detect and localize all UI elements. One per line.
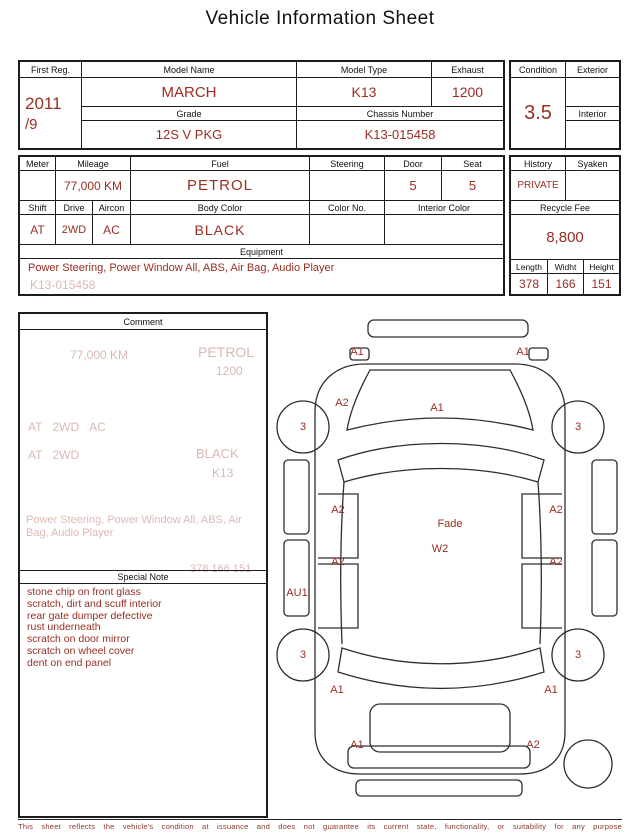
ghost-row-2: AT 2WD	[28, 448, 80, 462]
ghost-dims: 378 166 151	[190, 563, 252, 575]
syaken-label: Syaken	[566, 157, 619, 171]
drive-value: 2WD	[56, 215, 93, 245]
shift-label: Shift	[20, 201, 56, 215]
special-note-item: rear gate dumper defective	[27, 609, 153, 622]
model-type-label: Model Type	[297, 62, 432, 78]
syaken-value	[566, 171, 619, 201]
damage-mark: A1	[330, 684, 344, 696]
door-value: 5	[385, 171, 442, 201]
steering-value	[310, 171, 385, 201]
special-note-item: scratch, dirt and scuff interior	[27, 597, 162, 610]
aircon-value: AC	[93, 215, 131, 245]
history-value: PRIVATE	[511, 171, 566, 201]
meter-value	[20, 171, 56, 201]
height-value: 151	[591, 277, 612, 291]
damage-mark: W2	[431, 543, 449, 555]
interior-color-value	[385, 215, 503, 245]
ghost-fuel: PETROL	[198, 344, 255, 360]
interior-value	[566, 121, 619, 148]
condition-value: 3.5	[511, 78, 566, 148]
width-label: Widht	[548, 260, 584, 274]
interior-label: Interior	[566, 107, 619, 121]
damage-mark: A1	[350, 346, 364, 358]
interior-color-label: Interior Color	[385, 201, 503, 215]
comment-header: Comment	[20, 314, 266, 330]
damage-mark: AU1	[286, 587, 308, 599]
meter-label: Meter	[20, 157, 56, 171]
aircon-label: Aircon	[93, 201, 131, 215]
special-note-item: rust underneath	[27, 621, 101, 634]
shift-value: AT	[20, 215, 56, 245]
recycle-fee-label: Recycle Fee	[511, 201, 619, 215]
equipment-label: Equipment	[20, 245, 503, 259]
exterior-value	[566, 78, 619, 107]
damage-mark: A1	[350, 739, 364, 751]
mileage-value: 77,000 KM	[56, 171, 131, 201]
ghost-exhaust: 1200	[216, 364, 243, 378]
ghost-body-color: BLACK	[196, 446, 239, 461]
damage-mark: A1	[430, 402, 444, 414]
height-label: Height	[584, 260, 619, 274]
model-type-value: K13	[297, 78, 432, 107]
color-no-value	[310, 215, 385, 245]
damage-mark: A2	[549, 504, 563, 516]
identity-table	[18, 60, 505, 150]
color-no-label: Color No.	[310, 201, 385, 215]
length-value: 378	[511, 274, 548, 294]
footer-disclaimer: This sheet reflects the vehicle's condition at issuance and does not guarantee its current state, functionality, or suitability for any purpose	[18, 819, 622, 831]
first-reg-month: /9	[25, 115, 38, 133]
fuel-value: PETROL	[131, 171, 310, 201]
chassis-label: Chassis Number	[297, 107, 503, 121]
comment-box	[18, 312, 268, 818]
condition-table	[509, 60, 621, 150]
damage-mark: A1	[544, 684, 558, 696]
seat-label: Seat	[442, 157, 503, 171]
first-reg-year: 2011	[25, 93, 62, 113]
door-label: Door	[385, 157, 442, 171]
damage-mark: A2	[549, 556, 563, 568]
mileage-label: Mileage	[56, 157, 131, 171]
diagram-marks	[270, 312, 632, 818]
special-note-item: stone chip on front glass	[27, 586, 141, 598]
grade-label: Grade	[82, 107, 297, 121]
drive-label: Drive	[56, 201, 93, 215]
damage-mark: 3	[574, 421, 582, 433]
first-reg-value	[20, 78, 82, 148]
ghost-mileage: 77,000 KM	[70, 348, 129, 362]
damage-mark: 3	[574, 649, 582, 661]
equipment-value	[20, 259, 503, 294]
ghost-model-type: K13	[212, 466, 234, 480]
damage-mark: A1	[516, 346, 530, 358]
exhaust-value: 1200	[432, 78, 503, 107]
damage-mark: A2	[331, 504, 345, 516]
fuel-label: Fuel	[131, 157, 310, 171]
steering-label: Steering	[310, 157, 385, 171]
special-note-header: Special Note	[20, 570, 266, 584]
damage-mark: A2	[335, 397, 349, 409]
damage-mark: 3	[299, 421, 307, 433]
grade-value: 12S V PKG	[82, 121, 297, 148]
ghost-chassis: K13-015458	[30, 278, 96, 292]
special-note-item: scratch on door mirror	[27, 633, 130, 646]
damage-mark: Fade	[437, 518, 463, 530]
damage-mark: A2	[331, 556, 345, 568]
condition-label: Condition	[511, 62, 566, 78]
recycle-fee-value: 8,800	[511, 215, 619, 260]
car-diagram	[270, 312, 632, 818]
body-color-value: BLACK	[131, 215, 310, 245]
damage-mark: A2	[526, 739, 540, 751]
first-reg-label: First Reg.	[20, 62, 82, 78]
ghost-row-1: AT 2WD AC	[28, 420, 106, 434]
exterior-label: Exterior	[566, 62, 619, 78]
seat-value: 5	[442, 171, 503, 201]
chassis-value: K13-015458	[364, 127, 436, 142]
damage-mark: 3	[299, 649, 307, 661]
specs-table	[18, 155, 505, 296]
exhaust-label: Exhaust	[432, 62, 503, 78]
length-label: Length	[511, 260, 548, 274]
model-name-label: Model Name	[82, 62, 297, 78]
body-color-label: Body Color	[131, 201, 310, 215]
special-note-list	[20, 587, 266, 670]
ghost-equipment: Power Steering, Power Window All, ABS, Air Bag, Audio Player	[26, 514, 242, 539]
special-note-item: scratch on wheel cover	[27, 644, 135, 657]
width-value: 166	[548, 274, 584, 294]
special-note-item: dent on end panel	[27, 656, 112, 669]
model-name-value: MARCH	[82, 78, 297, 107]
history-label: History	[511, 157, 566, 171]
equipment-text: Power Steering, Power Window All, ABS, Air Bag, Audio Player	[28, 262, 335, 274]
history-table	[509, 155, 621, 296]
page-title: Vehicle Information Sheet	[205, 8, 435, 29]
